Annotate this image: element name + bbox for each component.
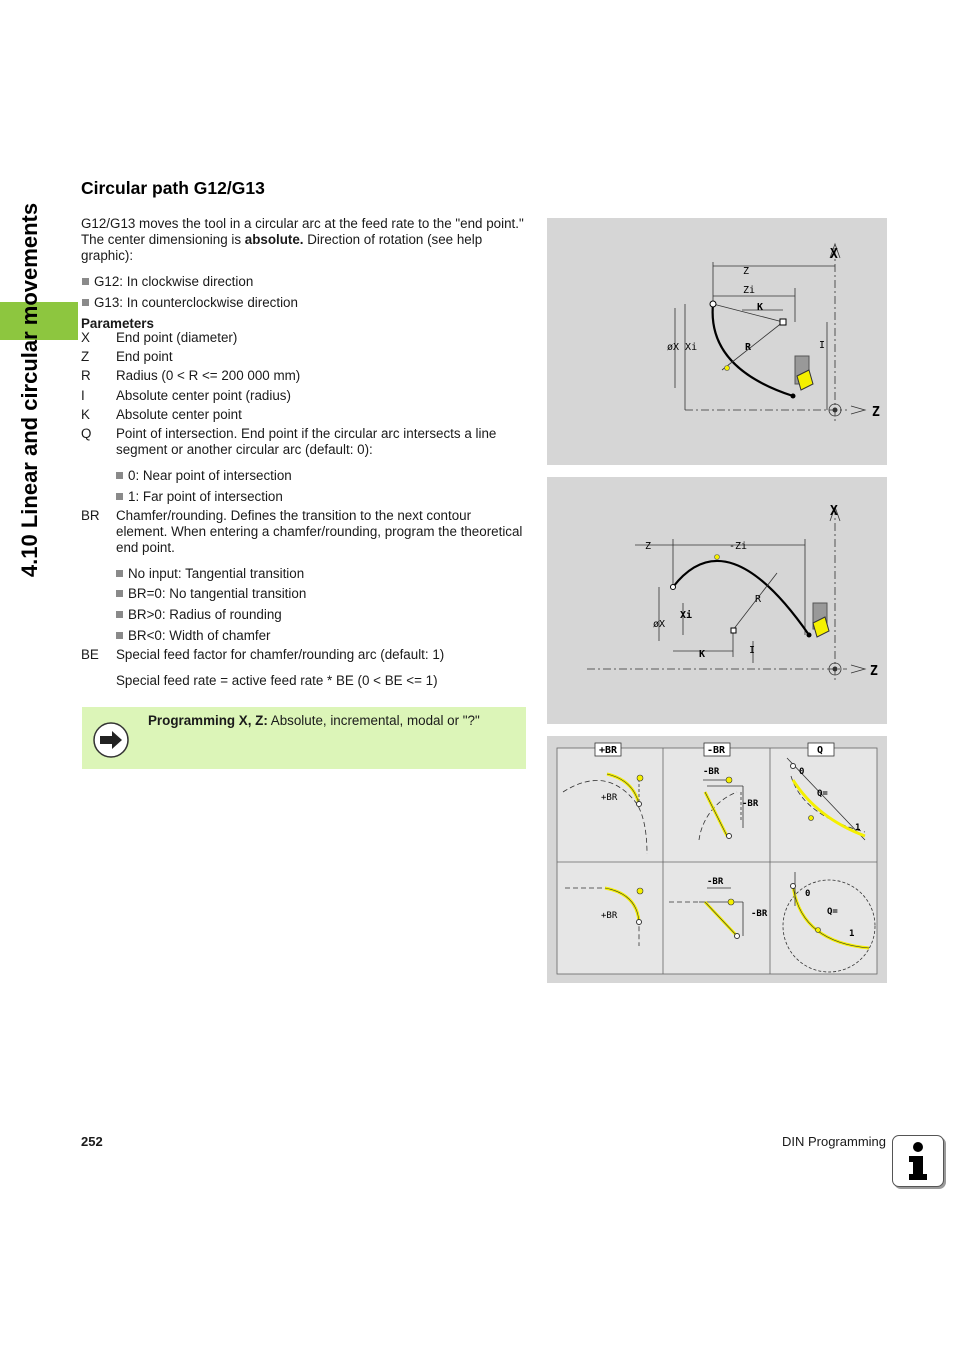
q-label: 0	[799, 767, 805, 777]
dim-label: -Zi	[729, 541, 748, 552]
g12-diagram	[547, 218, 887, 465]
z-axis-label: Z	[870, 664, 878, 679]
br-label: -BR	[707, 877, 724, 887]
q-label: Q=	[817, 789, 828, 799]
q-label: 0	[805, 889, 811, 899]
dim-label: øX	[653, 619, 666, 630]
list-item: BR<0: Width of chamfer	[116, 628, 271, 644]
br-label: +BR	[601, 793, 618, 803]
parameters-heading: Parameters	[81, 316, 154, 331]
help-graphic-g12	[547, 218, 887, 465]
g13-diagram	[547, 477, 887, 724]
dim-label: øX Xi	[667, 342, 698, 353]
column-header: Q	[817, 745, 824, 756]
bullet-square-icon	[116, 590, 123, 597]
info-icon	[892, 1135, 944, 1187]
page-number: 252	[81, 1134, 103, 1149]
bullet-square-icon	[82, 278, 89, 285]
column-header: -BR	[707, 745, 726, 756]
dim-label: K	[757, 302, 764, 313]
column-header: +BR	[599, 745, 618, 756]
footer-section: DIN Programming	[781, 1134, 886, 1149]
dim-label: I	[749, 645, 756, 656]
q-label: 1	[855, 823, 861, 833]
dim-label: Z	[645, 541, 652, 552]
bullet-square-icon	[116, 472, 123, 479]
help-graphic-g13	[547, 477, 887, 724]
x-axis-label: X	[830, 504, 838, 519]
bullet-square-icon	[116, 611, 123, 618]
br-label: +BR	[601, 911, 618, 921]
list-item: G13: In counterclockwise direction	[82, 295, 298, 311]
z-axis-label: Z	[872, 405, 880, 420]
intro-paragraph: G12/G13 moves the tool in a circular arc at the feed rate to the "end point." The center dimensioning is absolute. Direction of rotation (see help graphic):	[81, 216, 524, 263]
x-axis-label: X	[830, 247, 838, 262]
bullet-square-icon	[116, 570, 123, 577]
list-item: G12: In clockwise direction	[82, 274, 253, 290]
dim-label: I	[819, 340, 826, 351]
list-item: No input: Tangential transition	[116, 566, 304, 582]
programming-note: Programming X, Z: Absolute, incremental, modal or "?"	[82, 707, 526, 769]
list-item: BR=0: No tangential transition	[116, 586, 306, 602]
bullet-square-icon	[116, 632, 123, 639]
dim-label: R	[745, 342, 752, 353]
q-label: 1	[849, 929, 855, 939]
chapter-title: 4.10 Linear and circular movements	[17, 202, 42, 578]
dim-label: K	[699, 649, 706, 660]
arrow-right-icon	[92, 721, 130, 759]
br-label: -BR	[742, 799, 759, 809]
section-heading: Circular path G12/G13	[81, 178, 265, 198]
br-label: -BR	[751, 909, 768, 919]
br-q-diagram	[547, 736, 887, 983]
list-item: BR>0: Radius of rounding	[116, 607, 282, 623]
q-label: Q=	[827, 907, 838, 917]
list-item: 1: Far point of intersection	[116, 489, 283, 505]
dim-label: Zi	[743, 285, 756, 296]
bullet-square-icon	[82, 299, 89, 306]
list-item: 0: Near point of intersection	[116, 468, 292, 484]
dim-label: Xi	[680, 610, 693, 621]
br-label: -BR	[703, 767, 720, 777]
bullet-square-icon	[116, 493, 123, 500]
dim-label: R	[755, 594, 762, 605]
dim-label: Z	[743, 266, 750, 277]
help-graphic-br-q	[547, 736, 887, 983]
